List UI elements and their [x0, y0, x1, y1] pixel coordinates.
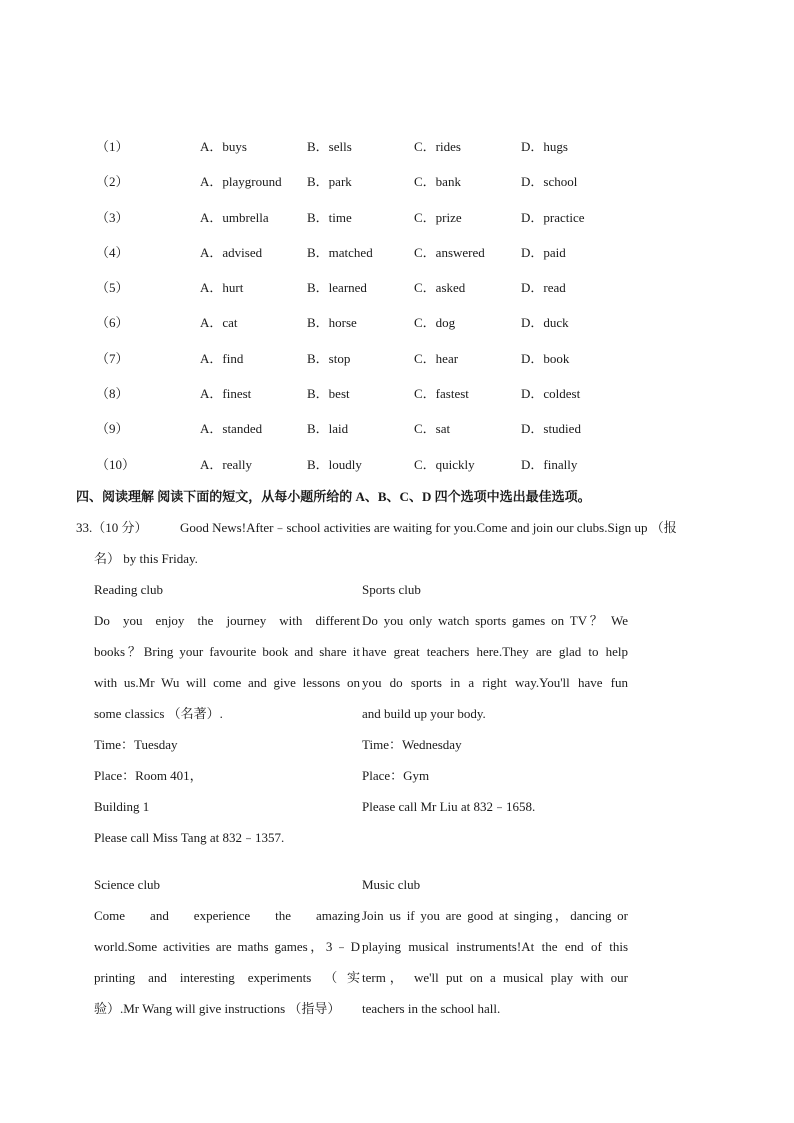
- option-a: A．advised: [200, 244, 263, 260]
- option-d: D．practice: [521, 209, 585, 225]
- club-text-line: Do you enjoy the journey with different: [94, 613, 360, 628]
- club-text-line: Place：Room 401，: [94, 768, 203, 783]
- club-text-line: Join us if you are good at singing，dancing or: [362, 908, 628, 923]
- option-b: B．sells: [307, 139, 352, 154]
- club-text-line: Building 1: [94, 799, 150, 814]
- club-text-line: 验）.Mr Wang will give instructions （指导）: [94, 1001, 341, 1016]
- option-c: C．answered: [414, 244, 485, 260]
- option-row: [0, 238, 794, 273]
- option-d: D．hugs: [521, 139, 568, 154]
- option-number: （8）: [96, 386, 129, 402]
- club-title: Reading club: [94, 582, 163, 597]
- clubs-bottom-block: [94, 875, 628, 1035]
- option-b: B．loudly: [307, 456, 362, 472]
- option-row: [0, 450, 794, 485]
- option-d: D．coldest: [521, 386, 581, 402]
- option-number: （6）: [96, 315, 129, 331]
- clubs-passage: [94, 580, 628, 1035]
- club-text-line: have great teachers here.They are glad to help: [362, 644, 628, 659]
- option-a: A．playground: [200, 174, 282, 190]
- option-c: C．sat: [414, 421, 451, 437]
- option-number: （4）: [96, 244, 129, 260]
- option-a: A．standed: [200, 421, 263, 437]
- club-text-line: Time：Wednesday: [362, 737, 462, 752]
- option-row: [0, 308, 794, 343]
- club-title: Sports club: [362, 582, 421, 597]
- sports-club-column: [362, 580, 628, 828]
- option-b: B．park: [307, 174, 352, 190]
- option-d: D．studied: [521, 421, 581, 437]
- option-number: （7）: [96, 350, 129, 366]
- section-heading: 四、阅读理解 阅读下面的短文，从每小题所给的 A、B、C、D 四个选项中选出最佳选项。: [76, 489, 591, 504]
- option-d: D．book: [521, 350, 570, 366]
- option-a: A．buys: [200, 139, 247, 154]
- option-b: B．time: [307, 209, 352, 225]
- science-club-column: [94, 875, 360, 1030]
- club-text-line: playing musical instruments!At the end of this: [362, 939, 628, 954]
- question-intro-line-2: 名） by this Friday.: [94, 551, 198, 566]
- club-text-line: Do you only watch sports games on TV？ We: [362, 613, 628, 628]
- option-row: [0, 379, 794, 414]
- option-row: [0, 203, 794, 238]
- option-c: C．hear: [414, 350, 459, 366]
- option-a: A．finest: [200, 386, 252, 402]
- option-b: B．stop: [307, 350, 351, 366]
- option-a: A．cat: [200, 315, 238, 331]
- music-club-column: [362, 875, 628, 1030]
- option-c: C．rides: [414, 139, 461, 154]
- option-row: [0, 414, 794, 449]
- reading-club-column: [94, 580, 360, 859]
- option-a: A．find: [200, 350, 244, 366]
- option-c: C．prize: [414, 209, 462, 225]
- club-text-line: teachers in the school hall.: [362, 1001, 501, 1016]
- question-intro: [76, 517, 677, 536]
- club-text-line: Come and experience the amazing: [94, 908, 360, 923]
- club-text-line: books？Bring your favourite book and share it: [94, 644, 360, 659]
- option-c: C．quickly: [414, 456, 475, 472]
- option-d: D．duck: [521, 315, 569, 331]
- option-d: D．paid: [521, 244, 566, 260]
- option-d: D．finally: [521, 456, 578, 472]
- option-number: （1）: [96, 139, 129, 154]
- club-text-line: and build up your body.: [362, 706, 486, 721]
- club-text-line: Please call Miss Tang at 832﹣1357.: [94, 830, 285, 845]
- club-text-line: Time：Tuesday: [94, 737, 178, 752]
- option-number: （3）: [96, 209, 129, 225]
- option-number: （10）: [96, 456, 136, 472]
- club-title: Music club: [362, 877, 421, 892]
- club-text-line: term， we'll put on a musical play with our: [362, 970, 628, 985]
- clubs-top-block: [94, 580, 628, 875]
- club-title: Science club: [94, 877, 161, 892]
- club-text-line: Please call Mr Liu at 832﹣1658.: [362, 799, 536, 814]
- option-c: C．bank: [414, 174, 461, 190]
- club-text-line: you do sports in a right way.You'll have fun: [362, 675, 628, 690]
- option-b: B．horse: [307, 315, 357, 331]
- option-d: D．school: [521, 174, 578, 190]
- option-d: D．read: [521, 280, 566, 296]
- club-text-line: printing and interesting experiments （实: [94, 970, 360, 985]
- option-row: [0, 167, 794, 202]
- options-table: [0, 132, 794, 485]
- option-b: B．learned: [307, 280, 367, 296]
- option-a: A．umbrella: [200, 209, 269, 225]
- option-number: （5）: [96, 280, 129, 296]
- option-b: B．matched: [307, 244, 373, 260]
- option-c: C．fastest: [414, 386, 469, 402]
- option-row: [0, 273, 794, 308]
- club-text-line: Place：Gym: [362, 768, 430, 783]
- option-row: [0, 132, 794, 167]
- option-number: （2）: [96, 174, 129, 190]
- option-c: C．asked: [414, 280, 466, 296]
- club-text-line: with us.Mr Wu will come and give lessons on: [94, 675, 360, 690]
- option-b: B．best: [307, 386, 350, 402]
- option-a: A．really: [200, 456, 252, 472]
- option-number: （9）: [96, 421, 129, 437]
- option-a: A．hurt: [200, 280, 244, 296]
- question-intro-line-1: Good News!After﹣school activities are waiting for you.Come and join our clubs.Sign up （报: [180, 520, 677, 535]
- question-number: 33.（10 分）: [76, 520, 148, 535]
- option-c: C．dog: [414, 315, 456, 331]
- option-row: [0, 344, 794, 379]
- club-text-line: world.Some activities are maths games，3﹣D: [94, 939, 360, 954]
- option-b: B．laid: [307, 421, 349, 437]
- club-text-line: some classics （名著）.: [94, 706, 223, 721]
